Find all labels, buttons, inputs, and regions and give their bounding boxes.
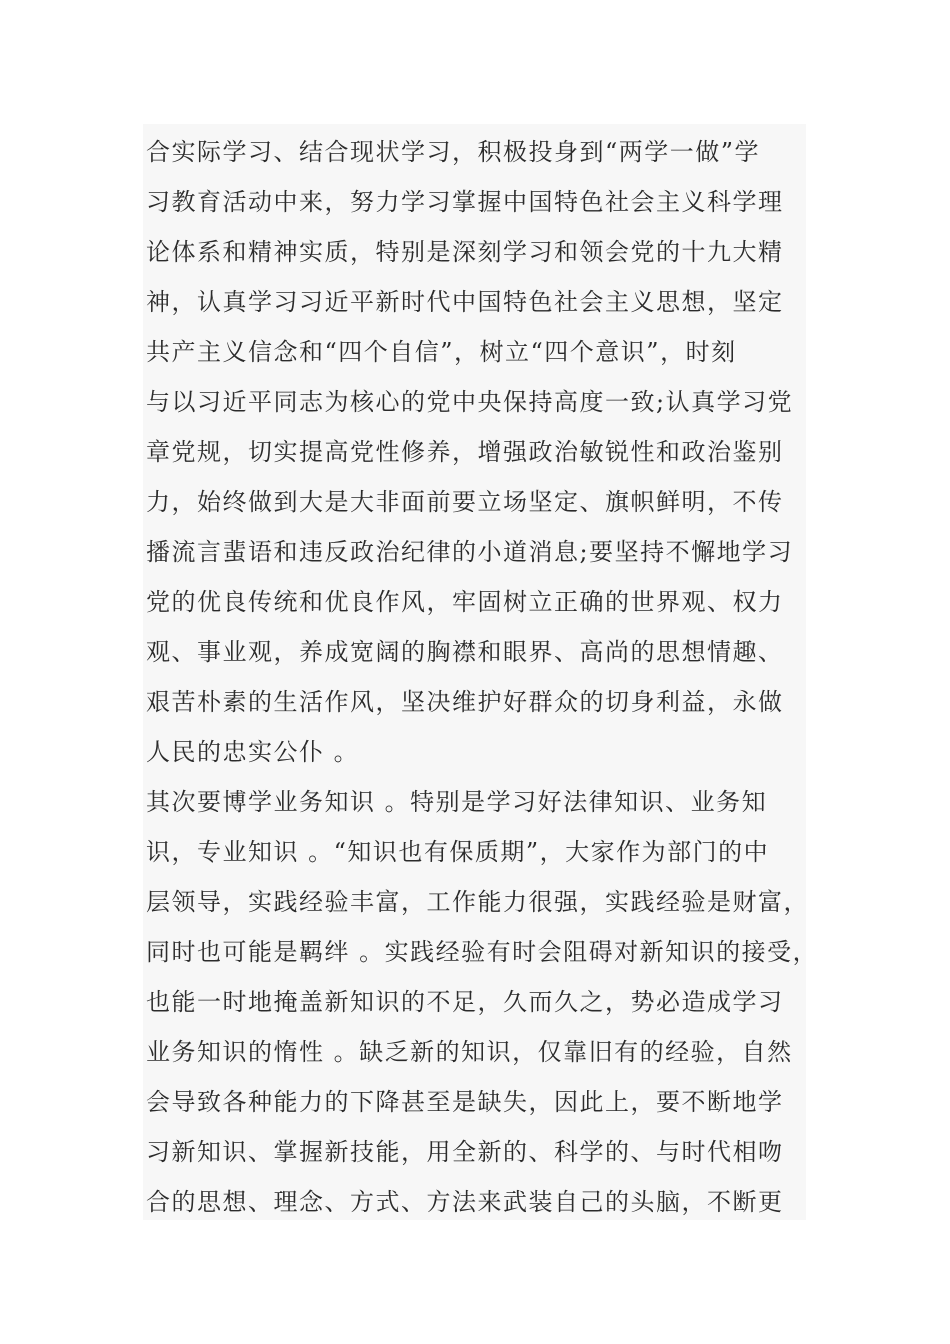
text-line: 力，始终做到大是大非面前要立场坚定、旗帜鲜明，不传 xyxy=(146,488,784,516)
text-line: 习教育活动中来，努力学习掌握中国特色社会主义科学理 xyxy=(146,188,784,216)
text-line: 播流言蜚语和违反政治纪律的小道消息;要坚持不懈地学习 xyxy=(146,538,794,566)
text-line: 其次要博学业务知识 。特别是学习好法律知识、业务知 xyxy=(146,788,768,816)
text-line: 共产主义信念和“四个自信”，树立“四个意识”，时刻 xyxy=(146,338,737,366)
text-line: 章党规，切实提高党性修养，增强政治敏锐性和政治鉴别 xyxy=(146,438,784,466)
text-line: 业务知识的惰性 。缺乏新的知识，仅靠旧有的经验，自然 xyxy=(146,1038,793,1066)
text-line: 同时也可能是羁绊 。实践经验有时会阻碍对新知识的接受， xyxy=(146,938,819,966)
text-line: 论体系和精神实质，特别是深刻学习和领会党的十九大精 xyxy=(146,238,784,266)
text-line: 与以习近平同志为核心的党中央保持高度一致;认真学习党 xyxy=(146,388,794,416)
text-line: 人民的忠实公仆 。 xyxy=(146,738,360,766)
text-line: 观、事业观，养成宽阔的胸襟和眼界、高尚的思想情趣、 xyxy=(146,638,784,666)
text-line: 习新知识、掌握新技能，用全新的、科学的、与时代相吻 xyxy=(146,1138,784,1166)
text-line: 合实际学习、结合现状学习，积极投身到“两学一做”学 xyxy=(146,138,761,166)
text-line: 识，专业知识 。“知识也有保质期”，大家作为部门的中 xyxy=(146,838,770,866)
text-line: 神，认真学习习近平新时代中国特色社会主义思想，坚定 xyxy=(146,288,784,316)
text-line: 艰苦朴素的生活作风，坚决维护好群众的切身利益，永做 xyxy=(146,688,784,716)
text-line: 层领导，实践经验丰富，工作能力很强，实践经验是财富， xyxy=(146,888,809,916)
text-line: 会导致各种能力的下降甚至是缺失，因此上，要不断地学 xyxy=(146,1088,784,1116)
text-line: 党的优良传统和优良作风，牢固树立正确的世界观、权力 xyxy=(146,588,784,616)
text-line: 合的思想、理念、方式、方法来武装自己的头脑，不断更 xyxy=(146,1188,784,1216)
text-line: 也能一时地掩盖新知识的不足，久而久之，势必造成学习 xyxy=(146,988,784,1016)
